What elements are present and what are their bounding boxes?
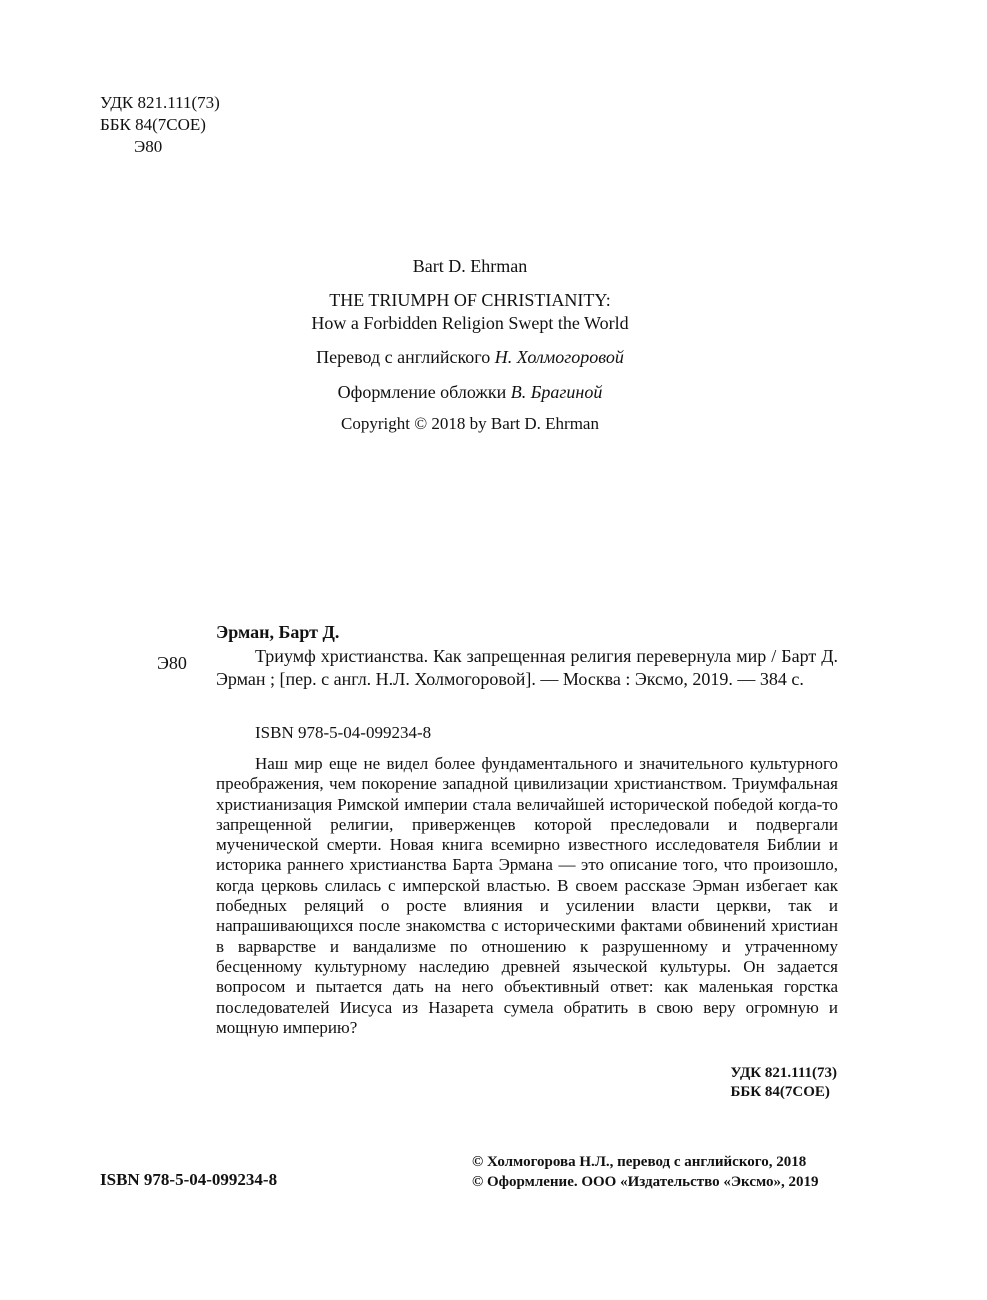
original-author: Bart D. Ehrman [412,256,528,276]
original-subtitle: How a Forbidden Religion Swept the World [311,313,629,333]
udk-code-bottom: УДК 821.111(73) [730,1065,837,1081]
original-title: THE TRIUMPH OF CHRISTIANITY: [329,290,611,310]
classification-codes-top [100,92,220,158]
translator-name: Н. Холмогоровой [494,347,624,367]
footer-copyrights [472,1152,819,1192]
translation-label: Перевод с английского [316,347,491,367]
catalog-citation: Триумф христианства. Как запрещенная религия перевернула мир / Барт Д. Эрман ; [пер. с англ. Н.Л. Холмогоровой]. — Москва : Эксмо, 2019. — 384 с. [216,646,838,689]
book-abstract: Наш мир еще не видел более фундаментального и значительного культурного преображения, чем покорение западной цивилизации христианством. Триумфальная христианизация Римской империи стала величайшей исторической победой когда-то запрещенной религии, приверженцев которой преследовали и подвергали мученической смерти. Новая книга всемирно известного исследователя Библии и историка раннего христианства Барта Эрмана — это описание того, что произошло, когда церковь слилась с имперской властью. В своем рассказе Эрман избегает как победных реляций о росте влияния и усилении власти церкви, так и напрашивающихся после знакомства с историческими фактами обвинений христиан в варварстве и вандализме по отношению к разрушенному и утраченному бесценному культурному наследию древней языческой культуры. Он задается вопросом и пытается дать на него объективный ответ: как маленькая горстка последователей Иисуса из Назарета сумела обратить в свою веру огромную и мощную империю? [216,754,838,1037]
copyright-translation: © Холмогорова Н.Л., перевод с английского, 2018 [472,1154,807,1170]
catalog-author-sign: Э80 [157,653,187,673]
copyright-notice: Copyright © 2018 by Bart D. Ehrman [341,414,599,433]
catalog-author-heading: Эрман, Барт Д. [216,622,340,642]
bbk-code-bottom: ББК 84(7СОЕ) [730,1084,830,1100]
cover-credit [0,382,940,403]
copyright-design: © Оформление. ООО «Издательство «Эксмо», 2019 [472,1174,819,1190]
translation-credit [0,347,940,368]
author-sign: Э80 [134,137,163,156]
bbk-code: ББК 84(7СОЕ) [100,115,206,134]
udk-code: УДК 821.111(73) [100,93,220,112]
cover-designer-name: В. Брагиной [510,382,603,402]
footer-isbn: ISBN 978-5-04-099234-8 [100,1170,278,1189]
classification-codes-bottom [730,1064,837,1102]
cover-label: Оформление обложки [337,382,507,402]
catalog-isbn: ISBN 978-5-04-099234-8 [255,723,432,742]
